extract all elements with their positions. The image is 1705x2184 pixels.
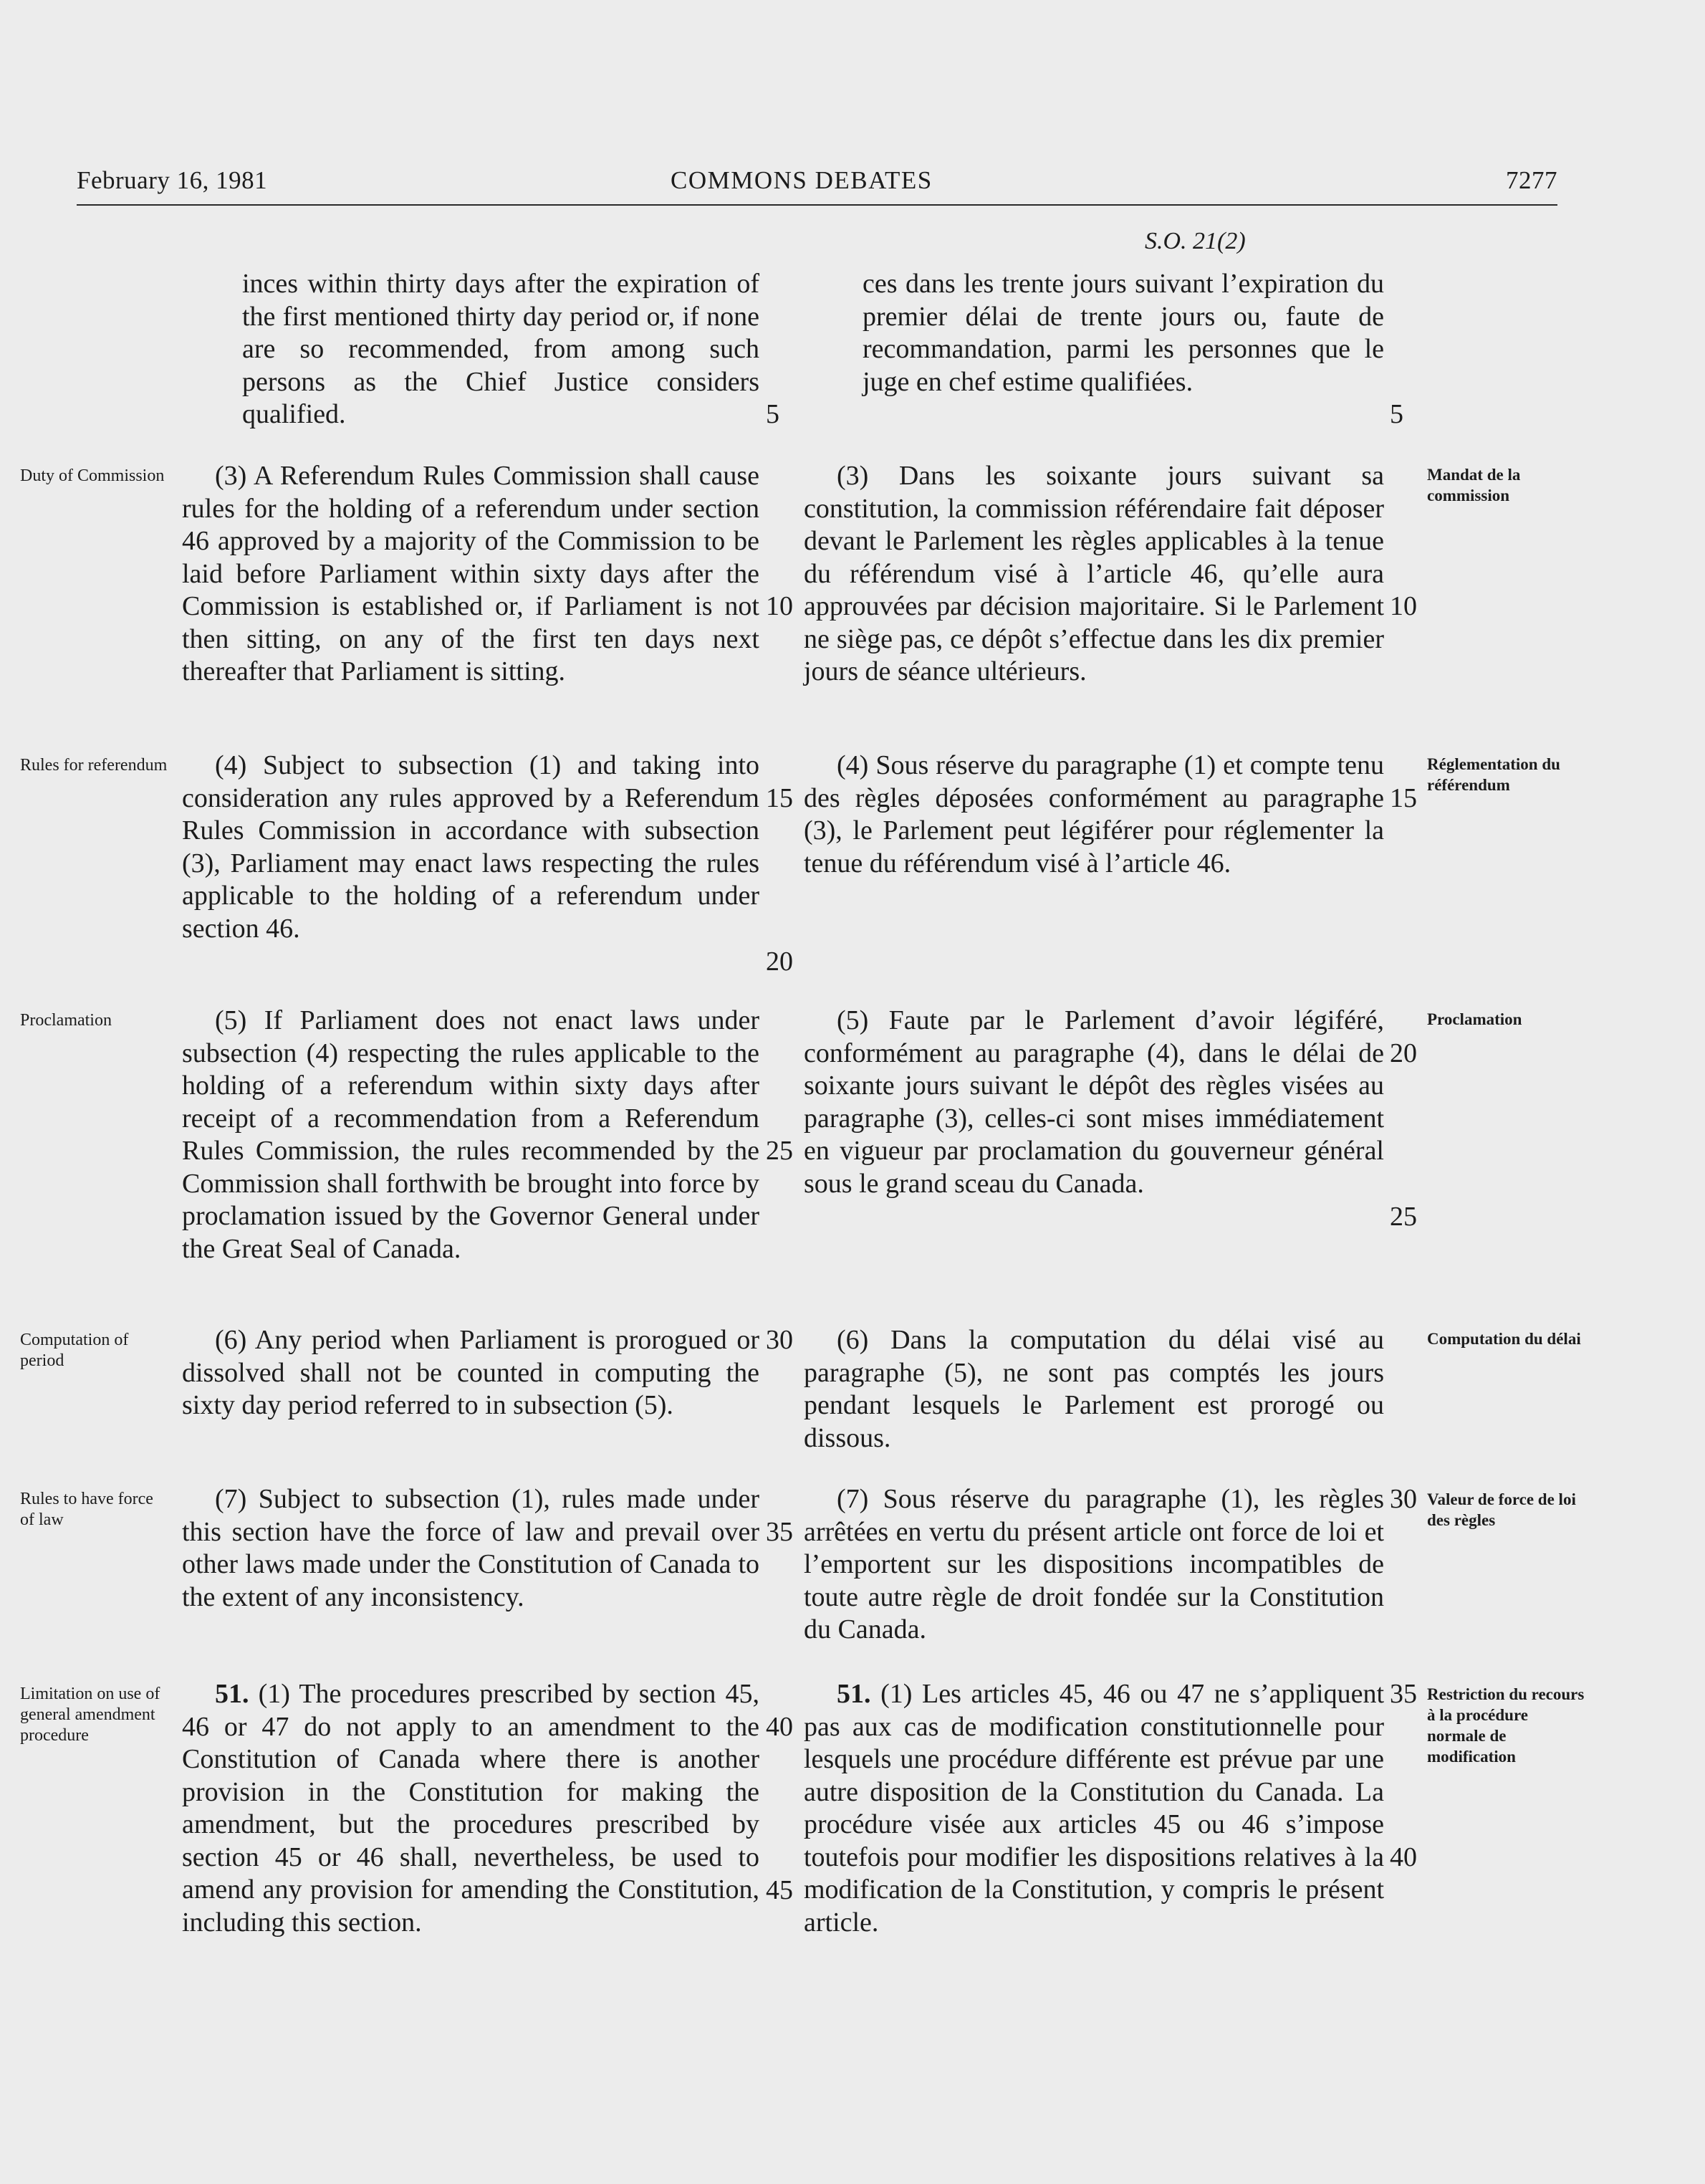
margin-note-fr: Mandat de la commission — [1427, 466, 1521, 504]
line-number: 20 — [766, 947, 793, 977]
fr-paragraph-3: (3) Dans les soixante jours suivant sa constitution, la commission référendaire fait déposer devant le Parlement les règles applicables à la tenue du référendum visé à l’article 46, qu’elle aura approuvées par décision majoritaire. Si le Parlement ne siège pas, ce dépôt s’effectue dans les dix premier jours de séance ultérieurs. — [804, 461, 1384, 686]
en-paragraph-6: (6) Any period when Parliament is prorogued or dissolved shall not be counted in computing the sixty day period referred to in subsection (5). — [182, 1325, 759, 1420]
line-number: 15 — [766, 783, 793, 813]
line-number: 45 — [766, 1875, 793, 1905]
header-date: February 16, 1981 — [77, 166, 268, 194]
margin-note-fr: Réglementation du référendum — [1427, 755, 1560, 794]
header-title: COMMONS DEBATES — [671, 166, 933, 194]
en-paragraph-4: (4) Subject to subsection (1) and taking into consideration any rules approved by a Referendum Rules Commission in accordance with subsection (3), Parliament may enact laws respecting the rules applicable to the holding of a referendum under section 46. — [182, 750, 759, 944]
line-number: 40 — [766, 1712, 793, 1742]
margin-note-en: Computation of period — [20, 1331, 129, 1370]
fr-section-51 — [804, 1678, 1384, 1939]
margin-note-en: Rules for referendum — [20, 756, 168, 775]
margin-note-fr: Proclamation — [1427, 1010, 1522, 1028]
line-number: 10 — [1390, 591, 1417, 621]
line-number: 30 — [766, 1325, 793, 1355]
line-number: 30 — [1390, 1484, 1417, 1514]
line-number: 10 — [766, 591, 793, 621]
line-number: 40 — [1390, 1842, 1417, 1872]
fr-section-number: 51. — [837, 1679, 871, 1709]
margin-note-fr: Restriction du recours à la procédure normale de modification — [1427, 1685, 1585, 1766]
en-section-51-text: (1) The procedures prescribed by section 45, 46 or 47 do not apply to an amendment to the Constitution of Canada where there is another provision in the Constitution for making the amendment, but the procedures prescribed by section 45 or 46 shall, nevertheless, be used to amend any provision for amending the Constitution, including this section. — [182, 1679, 759, 1938]
en-paragraph-continued: inces within thirty days after the expiration of the first mentioned thirty day period or, if none are so recommended, from among such persons as the Chief Justice considers qualified. — [242, 269, 759, 429]
en-section-number: 51. — [215, 1679, 249, 1709]
standing-order-ref: S.O. 21(2) — [1145, 228, 1246, 254]
margin-note-en: Duty of Commission — [20, 466, 165, 485]
margin-note-en: Limitation on use of general amendment procedure — [20, 1685, 160, 1745]
line-number: 25 — [766, 1136, 793, 1166]
fr-paragraph-continued: ces dans les trente jours suivant l’expiration du premier délai de trente jours ou, faute de recommandation, parmi les personnes que le juge en chef estime qualifiées. — [863, 269, 1384, 397]
margin-note-fr: Valeur de force de loi des règles — [1427, 1490, 1576, 1529]
margin-note-fr: Computation du délai — [1427, 1330, 1581, 1348]
fr-paragraph-7: (7) Sous réserve du paragraphe (1), les règles arrêtées en vertu du présent article ont force de loi et l’emportent sur les dispositions incompatibles de toute autre règle de droit fondée sur la Constitution du Canada. — [804, 1484, 1384, 1644]
fr-paragraph-5: (5) Faute par le Parlement d’avoir légiféré, conformément au paragraphe (4), dans le délai de soixante jours suivant le dépôt des règles visées au paragraphe (3), celles-ci sont mises immédiatement en vigueur par proclamation du gouverneur général sous le grand sceau du Canada. — [804, 1005, 1384, 1199]
line-number: 5 — [766, 399, 779, 429]
line-number: 5 — [1390, 399, 1403, 429]
en-paragraph-3: (3) A Referendum Rules Commission shall cause rules for the holding of a referendum under section 46 approved by a majority of the Commission to be laid before Parliament within sixty days after the Commission is established or, if Parliament is not then sitting, on any of the first ten days next thereafter that Parliament is sitting. — [182, 461, 759, 686]
margin-note-en: Rules to have force of law — [20, 1490, 153, 1529]
header-rule — [77, 204, 1557, 206]
fr-paragraph-4: (4) Sous réserve du paragraphe (1) et compte tenu des règles déposées conformément au paragraphe (3), le Parlement peut légiférer pour réglementer la tenue du référendum visé à l’article 46. — [804, 750, 1384, 878]
en-paragraph-7: (7) Subject to subsection (1), rules made under this section have the force of law and prevail over other laws made under the Constitution of Canada to the extent of any inconsistency. — [182, 1484, 759, 1612]
en-section-51 — [182, 1678, 759, 1939]
line-number: 35 — [1390, 1679, 1417, 1709]
line-number: 35 — [766, 1517, 793, 1547]
margin-note-en: Proclamation — [20, 1011, 112, 1030]
line-number: 25 — [1390, 1202, 1417, 1232]
en-paragraph-5: (5) If Parliament does not enact laws under subsection (4) respecting the rules applicable to the holding of a referendum within sixty days after receipt of a recommendation from a Referendum Rules Commission, the rules recommended by the Commission shall forthwith be brought into force by proclamation issued by the Governor General under the Great Seal of Canada. — [182, 1005, 759, 1264]
line-number: 15 — [1390, 783, 1417, 813]
fr-section-51-text: (1) Les articles 45, 46 ou 47 ne s’appliquent pas aux cas de modification constitutionnelle pour lesquels une procédure différente est prévue par une autre disposition de la Constitution du Canada. La procédure visée aux articles 45 ou 46 s’impose toutefois pour modifier les dispositions relatives à la modification de la Constitution, y compris le présent article. — [804, 1679, 1385, 1938]
header-page-number: 7277 — [1506, 166, 1557, 194]
line-number: 20 — [1390, 1038, 1417, 1068]
fr-paragraph-6: (6) Dans la computation du délai visé au paragraphe (5), ne sont pas comptés les jours pendant lesquels le Parlement est prorogé ou dissous. — [804, 1325, 1384, 1453]
